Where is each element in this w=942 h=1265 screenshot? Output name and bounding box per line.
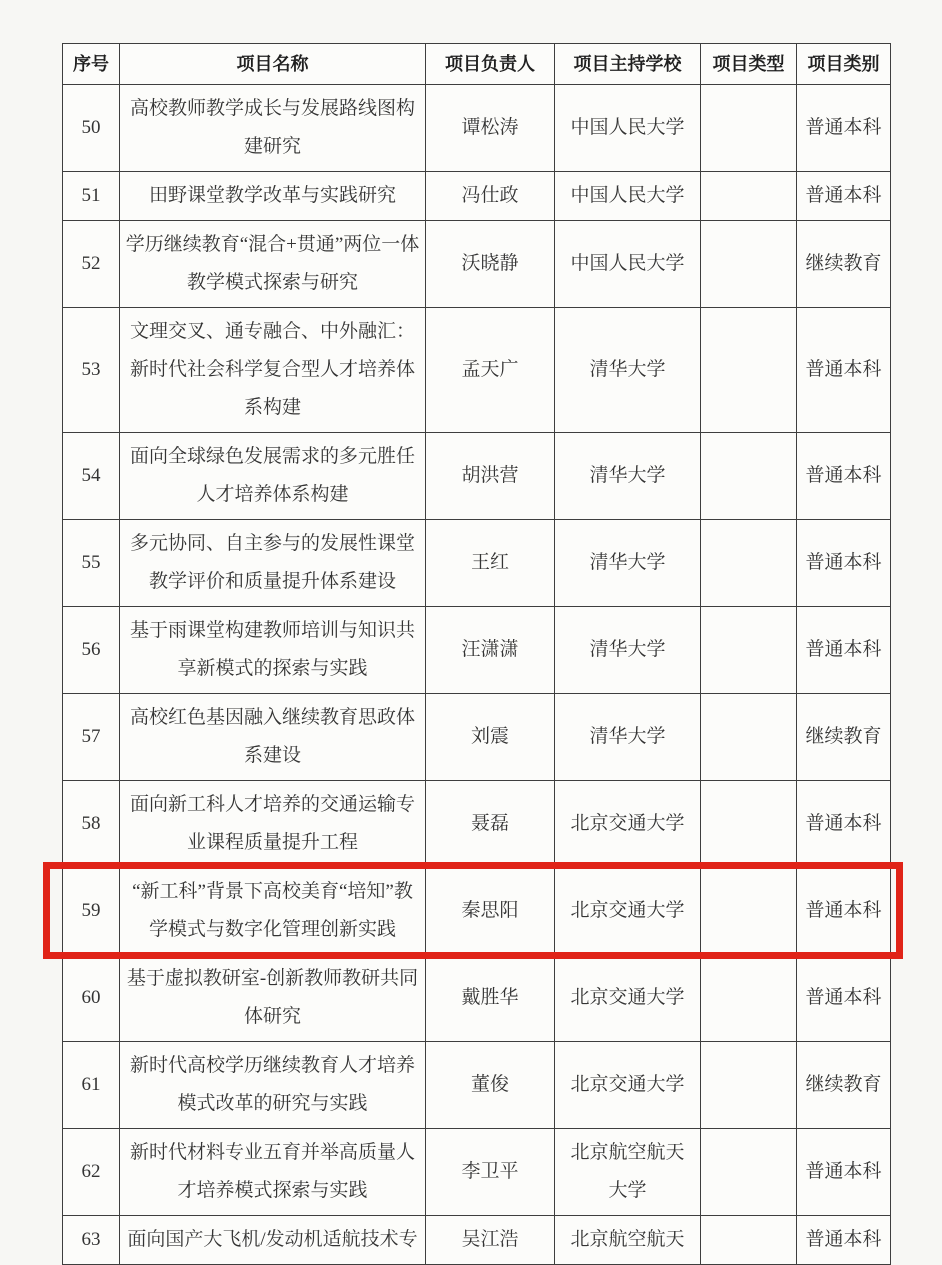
table-row	[63, 693, 890, 780]
cell-category: 普通本科	[796, 607, 890, 693]
table-row	[63, 1041, 890, 1128]
cell-school: 中国人民大学	[554, 172, 700, 220]
cell-school: 北京交通大学	[554, 955, 700, 1041]
cell-leader: 王红	[425, 520, 554, 606]
cell-name: “新工科”背景下高校美育“培知”教学模式与数字化管理创新实践	[119, 868, 425, 954]
cell-name: 面向新工科人才培养的交通运输专业课程质量提升工程	[119, 781, 425, 867]
header-school: 项目主持学校	[554, 44, 700, 84]
cell-type	[700, 308, 796, 432]
cell-school: 清华大学	[554, 433, 700, 519]
table-row	[63, 307, 890, 432]
cell-type	[700, 607, 796, 693]
project-list-table	[62, 43, 891, 1265]
header-no: 序号	[73, 54, 109, 74]
table-row	[63, 84, 890, 171]
cell-category: 普通本科	[796, 868, 890, 954]
cell-no: 56	[81, 639, 101, 660]
cell-school: 中国人民大学	[554, 85, 700, 171]
cell-category: 普通本科	[796, 1216, 890, 1264]
cell-name: 基于雨课堂构建教师培训与知识共享新模式的探索与实践	[119, 607, 425, 693]
cell-leader: 戴胜华	[425, 955, 554, 1041]
cell-no: 61	[81, 1074, 101, 1095]
cell-no: 55	[81, 552, 101, 573]
cell-type	[700, 694, 796, 780]
cell-name: 新时代材料专业五育并举高质量人才培养模式探索与实践	[119, 1129, 425, 1215]
cell-name: 文理交叉、通专融合、中外融汇：新时代社会科学复合型人才培养体系构建	[119, 308, 425, 432]
cell-name: 多元协同、自主参与的发展性课堂教学评价和质量提升体系建设	[119, 520, 425, 606]
cell-type	[700, 433, 796, 519]
cell-school: 中国人民大学	[554, 221, 700, 307]
cell-school: 北京交通大学	[554, 868, 700, 954]
cell-type	[700, 1042, 796, 1128]
cell-no: 63	[81, 1229, 101, 1250]
table-row	[63, 1215, 890, 1264]
cell-leader: 李卫平	[425, 1129, 554, 1215]
cell-leader: 沃晓静	[425, 221, 554, 307]
table-body	[63, 84, 890, 1264]
cell-name: 面向国产大飞机/发动机适航技术专	[119, 1216, 425, 1264]
cell-category: 普通本科	[796, 172, 890, 220]
cell-type	[700, 221, 796, 307]
cell-name: 高校教师教学成长与发展路线图构建研究	[119, 85, 425, 171]
cell-no: 53	[81, 359, 101, 380]
cell-no: 51	[81, 185, 101, 206]
cell-leader: 董俊	[425, 1042, 554, 1128]
cell-leader: 汪潇潇	[425, 607, 554, 693]
header-leader: 项目负责人	[425, 44, 554, 84]
cell-category: 继续教育	[796, 221, 890, 307]
cell-no: 62	[81, 1161, 101, 1182]
cell-leader: 秦思阳	[425, 868, 554, 954]
cell-category: 普通本科	[796, 781, 890, 867]
table-row	[63, 519, 890, 606]
cell-type	[700, 1129, 796, 1215]
cell-type	[700, 520, 796, 606]
cell-name: 高校红色基因融入继续教育思政体系建设	[119, 694, 425, 780]
cell-category: 普通本科	[796, 85, 890, 171]
cell-type	[700, 85, 796, 171]
table-row	[63, 1128, 890, 1215]
cell-no: 57	[81, 726, 101, 747]
cell-no: 54	[81, 465, 101, 486]
cell-name: 新时代高校学历继续教育人才培养模式改革的研究与实践	[119, 1042, 425, 1128]
table-row	[63, 954, 890, 1041]
cell-leader: 谭松涛	[425, 85, 554, 171]
header-name: 项目名称	[119, 44, 425, 84]
cell-name: 学历继续教育“混合+贯通”两位一体教学模式探索与研究	[119, 221, 425, 307]
cell-category: 普通本科	[796, 308, 890, 432]
cell-type	[700, 1216, 796, 1264]
table-row	[63, 432, 890, 519]
cell-leader: 吴江浩	[425, 1216, 554, 1264]
cell-type	[700, 781, 796, 867]
cell-category: 普通本科	[796, 433, 890, 519]
cell-leader: 冯仕政	[425, 172, 554, 220]
cell-type	[700, 955, 796, 1041]
cell-leader: 聂磊	[425, 781, 554, 867]
cell-leader: 胡洪营	[425, 433, 554, 519]
cell-no: 58	[81, 813, 101, 834]
cell-school: 清华大学	[554, 694, 700, 780]
table-row	[63, 780, 890, 867]
cell-school: 清华大学	[554, 607, 700, 693]
table-row	[63, 606, 890, 693]
table-row	[63, 171, 890, 220]
cell-type	[700, 172, 796, 220]
cell-school: 北京交通大学	[554, 1042, 700, 1128]
cell-name: 基于虚拟教研室-创新教师教研共同体研究	[119, 955, 425, 1041]
cell-name: 田野课堂教学改革与实践研究	[119, 172, 425, 220]
cell-category: 普通本科	[796, 955, 890, 1041]
table-header-row	[63, 44, 890, 84]
cell-school: 北京航空航天	[554, 1216, 700, 1264]
header-category: 项目类别	[796, 44, 890, 84]
cell-no: 60	[81, 987, 101, 1008]
cell-category: 继续教育	[796, 694, 890, 780]
cell-school: 北京航空航天大学	[554, 1129, 700, 1215]
header-type: 项目类型	[700, 44, 796, 84]
cell-no: 59	[81, 900, 101, 921]
cell-category: 普通本科	[796, 520, 890, 606]
cell-type	[700, 868, 796, 954]
cell-no: 50	[81, 117, 101, 138]
cell-category: 普通本科	[796, 1129, 890, 1215]
cell-leader: 孟天广	[425, 308, 554, 432]
cell-no: 52	[81, 253, 101, 274]
cell-category: 继续教育	[796, 1042, 890, 1128]
cell-name: 面向全球绿色发展需求的多元胜任人才培养体系构建	[119, 433, 425, 519]
cell-school: 北京交通大学	[554, 781, 700, 867]
table-row	[63, 220, 890, 307]
cell-school: 清华大学	[554, 308, 700, 432]
cell-school: 清华大学	[554, 520, 700, 606]
cell-leader: 刘震	[425, 694, 554, 780]
table-row	[63, 867, 890, 954]
